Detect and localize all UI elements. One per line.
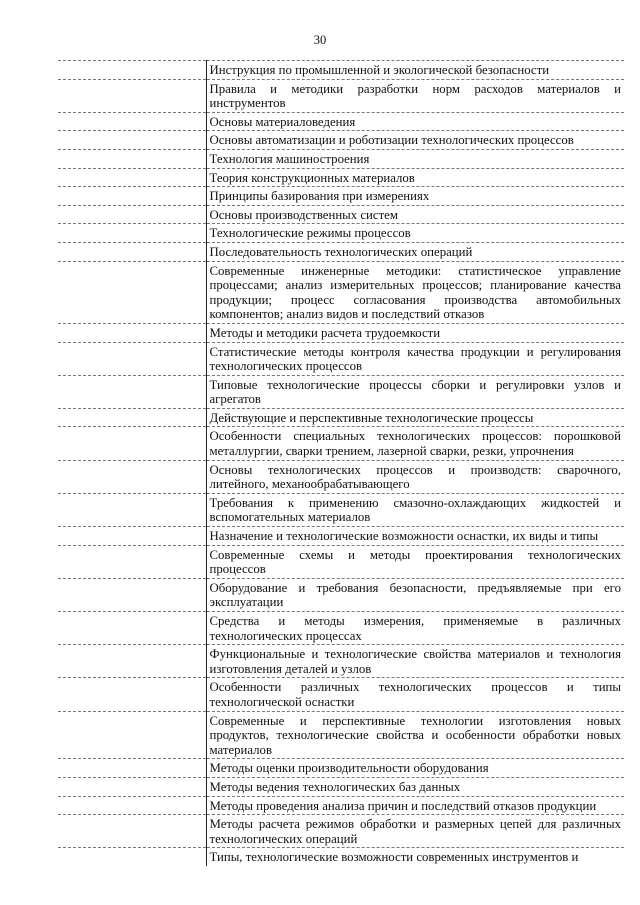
label-cell (58, 205, 206, 224)
label-cell (58, 149, 206, 168)
knowledge-item: Статистические методы контроля качества продукции и регулирования технологических процессов (206, 342, 624, 375)
knowledge-item: Методы проведения анализа причин и последствий отказов продукции (206, 796, 624, 815)
label-cell (58, 645, 206, 678)
knowledge-item: Основы автоматизации и роботизации технологических процессов (206, 131, 624, 150)
label-cell (58, 187, 206, 206)
knowledge-item: Средства и методы измерения, применяемые в различных технологических процессах (206, 612, 624, 645)
table-row (58, 149, 624, 168)
knowledge-item: Методы расчета режимов обработки и размерных цепей для различных технологических операций (206, 815, 624, 848)
table-row (58, 205, 624, 224)
knowledge-item: Действующие и перспективные технологические процессы (206, 408, 624, 427)
knowledge-item: Типовые технологические процессы сборки и регулировки узлов и агрегатов (206, 375, 624, 408)
knowledge-item: Современные схемы и методы проектирования технологических процессов (206, 545, 624, 578)
knowledge-item: Методы оценки производительности оборудования (206, 759, 624, 778)
knowledge-item: Правила и методики разработки норм расходов материалов и инструментов (206, 79, 624, 112)
table-row (58, 408, 624, 427)
table-row (58, 61, 624, 80)
table-row (58, 796, 624, 815)
knowledge-item: Особенности различных технологических процессов и типы технологической оснастки (206, 678, 624, 711)
table-row (58, 323, 624, 342)
table-row (58, 375, 624, 408)
table-row (58, 612, 624, 645)
table-row (58, 79, 624, 112)
knowledge-item: Последовательность технологических операций (206, 242, 624, 261)
label-cell (58, 242, 206, 261)
label-cell (58, 527, 206, 546)
table-row (58, 848, 624, 866)
label-cell (58, 759, 206, 778)
knowledge-item: Инструкция по промышленной и экологической безопасности (206, 61, 624, 80)
knowledge-item: Современные инженерные методики: статистическое управление процессами; анализ измерительных процессов; планирование качества продукции; процесс согласования производства автомобильных компонентов; анализ видов и последствий отказов (206, 261, 624, 323)
label-cell (58, 460, 206, 493)
label-cell (58, 545, 206, 578)
label-cell (58, 342, 206, 375)
knowledge-item: Современные и перспективные технологии изготовления новых продуктов, технологические свойства и особенности обработки новых материалов (206, 711, 624, 759)
knowledge-item: Принципы базирования при измерениях (206, 187, 624, 206)
label-cell (58, 711, 206, 759)
knowledge-item: Типы, технологические возможности современных инструментов и (209, 850, 579, 865)
table-row (58, 815, 624, 848)
label-cell (58, 678, 206, 711)
table-row (58, 460, 624, 493)
label-cell (58, 112, 206, 131)
knowledge-item: Функциональные и технологические свойства материалов и технология изготовления деталей и узлов (206, 645, 624, 678)
knowledge-item: Назначение и технологические возможности оснастки, их виды и типы (206, 527, 624, 546)
label-cell (58, 61, 206, 80)
label-cell (58, 168, 206, 187)
knowledge-item: Технологические режимы процессов (206, 224, 624, 243)
table-row (58, 427, 624, 460)
knowledge-item: Технология машиностроения (206, 149, 624, 168)
table-row (58, 493, 624, 526)
knowledge-item: Методы ведения технологических баз данных (206, 777, 624, 796)
table-row (58, 711, 624, 759)
label-cell (58, 408, 206, 427)
label-cell (58, 578, 206, 611)
table-row (58, 242, 624, 261)
table-row (58, 168, 624, 187)
table-row (58, 578, 624, 611)
label-cell (58, 777, 206, 796)
knowledge-item: Особенности специальных технологических процессов: порошковой металлургии, сварки трением, лазерной сварки, резки, упрочнения (206, 427, 624, 460)
knowledge-item: Теория конструкционных материалов (206, 168, 624, 187)
knowledge-item: Оборудование и требования безопасности, предъявляемые при его эксплуатации (206, 578, 624, 611)
table-row (58, 545, 624, 578)
table-row (58, 645, 624, 678)
knowledge-item: Основы производственных систем (206, 205, 624, 224)
table-row (58, 187, 624, 206)
label-cell (58, 79, 206, 112)
label-cell (58, 323, 206, 342)
table-body (58, 61, 624, 866)
label-cell (58, 796, 206, 815)
label-cell (58, 848, 206, 866)
label-cell (58, 261, 206, 323)
requirements-table (58, 60, 624, 866)
knowledge-item: Требования к применению смазочно-охлаждающих жидкостей и вспомогательных материалов (206, 493, 624, 526)
table-row (58, 527, 624, 546)
table-row (58, 342, 624, 375)
label-cell (58, 375, 206, 408)
knowledge-item: Основы технологических процессов и производств: сварочного, литейного, механообрабатывающего (206, 460, 624, 493)
knowledge-item: Методы и методики расчета трудоемкости (206, 323, 624, 342)
table-row (58, 224, 624, 243)
table-row (58, 759, 624, 778)
table-row (58, 112, 624, 131)
label-cell (58, 493, 206, 526)
label-cell (58, 131, 206, 150)
page-number: 30 (313, 33, 327, 47)
table-row (58, 678, 624, 711)
label-cell (58, 224, 206, 243)
table-row (58, 777, 624, 796)
label-cell (58, 815, 206, 848)
knowledge-item: Основы материаловедения (206, 112, 624, 131)
table-row (58, 261, 624, 323)
label-cell (58, 612, 206, 645)
table-row (58, 131, 624, 150)
label-cell (58, 427, 206, 460)
